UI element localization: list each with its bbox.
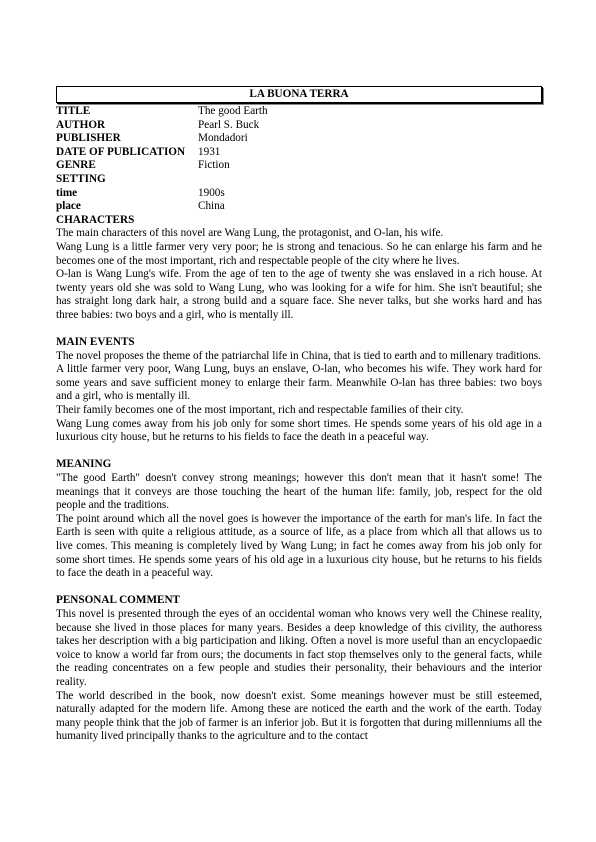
- info-row-time: [56, 187, 542, 201]
- info-row-genre: [56, 159, 542, 173]
- info-value: 1931: [198, 145, 221, 158]
- section-meaning: [56, 458, 542, 580]
- info-row-date: [56, 146, 542, 160]
- info-value: Fiction: [198, 159, 230, 172]
- paragraph: A little farmer very poor, Wang Lung, buys an enslave, O-lan, who becomes his wife. They work hard for some years and save sufficient money to enlarge their farm. Meanwhile O-lan has three babies: two boys and a girl, who is mentally ill.: [56, 363, 542, 403]
- info-label: GENRE: [56, 159, 96, 172]
- info-value: Pearl S. Buck: [198, 118, 260, 131]
- info-label: time: [56, 186, 78, 199]
- paragraph: The main characters of this novel are Wang Lung, the protagonist, and O-lan, his wife.: [56, 227, 444, 240]
- section-spacer: [56, 581, 542, 595]
- section-personal-comment: [56, 594, 542, 744]
- section-heading: MAIN EVENTS: [56, 336, 135, 349]
- section-heading: PENSONAL COMMENT: [56, 594, 181, 607]
- info-value: Mondadori: [198, 132, 248, 145]
- info-table: [56, 105, 542, 214]
- info-label: place: [56, 200, 81, 213]
- info-row-publisher: [56, 132, 542, 146]
- section-characters: [56, 214, 542, 323]
- info-row-author: [56, 119, 542, 133]
- paragraph: Their family becomes one of the most important, rich and respectable families of their city.: [56, 404, 464, 417]
- info-row-place: [56, 200, 542, 214]
- info-value: [198, 173, 542, 187]
- document-title: LA BUONA TERRA: [56, 86, 542, 103]
- info-row-title: [56, 105, 542, 119]
- info-label: PUBLISHER: [56, 132, 121, 145]
- info-row-setting: [56, 173, 542, 187]
- info-label: SETTING: [56, 172, 106, 185]
- section-spacer: [56, 323, 542, 337]
- paragraph: Wang Lung comes away from his job only for some short times. He spends some years of his old age in a luxurious city house, but he returns to his fields to face the death in a peaceful way.: [56, 417, 542, 444]
- paragraph: The world described in the book, now doesn't exist. Some meanings however must be still esteemed, naturally adapted for the modern life. Among these are noticed the earth and the work of the earth. Today many people think that the job of farmer is an inferior job. But it is forgotten that during millenniums all the humanity lived principally thanks to the agriculture and to the contact: [56, 689, 542, 743]
- paragraph: O-lan is Wang Lung's wife. From the age of ten to the age of twenty she was enslaved in a rich house. At twenty years old she was sold to Wang Lung, who was looking for a wife for him. She isn't beautiful; she has straight long dark hair, a strong build and a square face. She never talks, but she works hard and has three babies: two boys and a girl, who is mentally ill.: [56, 268, 542, 321]
- paragraph: This novel is presented through the eyes of an occidental woman who knows very well the Chinese reality, because she lived in those places for many years. Besides a deep knowledge of this civility, the authoress takes her description with a big participation and liking. Often a novel is more useful than an encyclopaedic voice to know a world far from ours; the documents in fact stop themselves only to the general facts, while the reading concentrates on a few people and studies their personality, their behaviours and the interior reality.: [56, 607, 542, 688]
- info-label: TITLE: [56, 105, 91, 117]
- paragraph: The novel proposes the theme of the patriarchal life in China, that is tied to earth and to millenary traditions.: [56, 349, 541, 362]
- paragraph: The point around which all the novel goes is however the importance of the earth for man's life. In fact the Earth is seen with quite a religious attitude, as a source of life, as a place from which all that allows us to live comes. This meaning is completely lived by Wang Lung; in fact he comes away from his job only for some short times. He spends some years of his old age in a luxurious city house, but he returns to his fields to face the death in a peaceful way.: [56, 512, 542, 580]
- info-label: DATE OF PUBLICATION: [56, 145, 186, 158]
- section-heading: CHARACTERS: [56, 213, 135, 226]
- info-value: The good Earth: [198, 105, 268, 117]
- section-main-events: [56, 336, 542, 445]
- section-heading: MEANING: [56, 458, 112, 471]
- info-value: China: [198, 200, 225, 213]
- document-page: [56, 86, 542, 744]
- info-label: AUTHOR: [56, 118, 106, 131]
- section-spacer: [56, 445, 542, 459]
- paragraph: "The good Earth" doesn't convey strong meanings; however this don't mean that it hasn't some! The meanings that it conveys are those touching the heart of the human life: family, job, respect for the old people and the traditions.: [56, 472, 542, 512]
- paragraph: Wang Lung is a little farmer very very poor; he is strong and tenacious. So he can enlarge his farm and he becomes one of the most important, rich and respectable people of the city where he lives.: [56, 240, 542, 267]
- info-value: 1900s: [198, 186, 225, 199]
